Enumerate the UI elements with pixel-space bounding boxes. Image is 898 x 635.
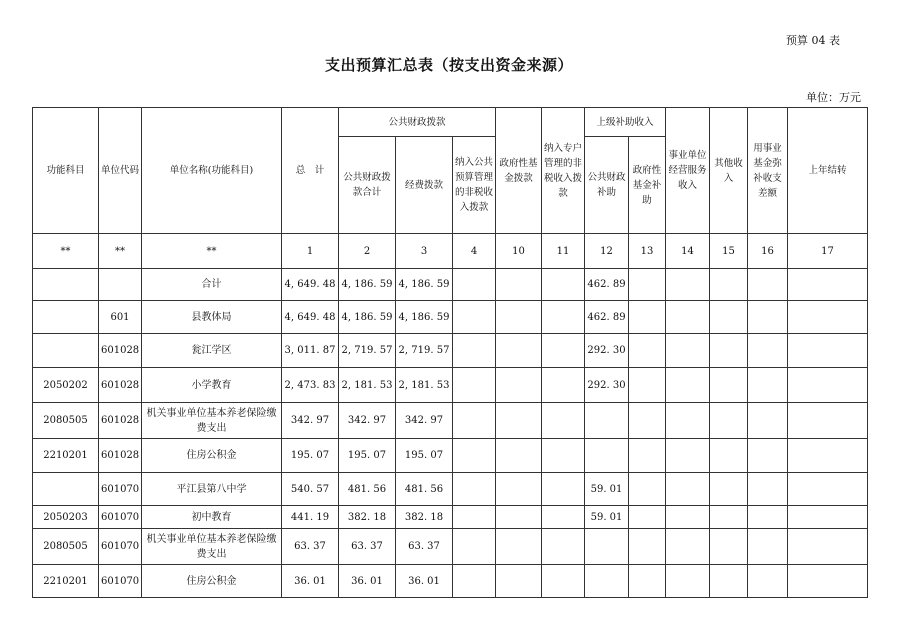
pf-total-cell: 2, 719. 57	[339, 334, 396, 368]
table-row	[33, 565, 868, 598]
page-title: 支出预算汇总表（按支出资金来源）	[324, 56, 573, 74]
table-row	[33, 403, 868, 439]
header-carryover: 上年结转	[788, 108, 868, 234]
index-cell: 16	[748, 234, 788, 269]
total-cell: 63. 37	[282, 529, 339, 565]
total-cell: 2, 473. 83	[282, 368, 339, 403]
header-nontax-budget: 纳入公共预算管理的非税收入拨款	[453, 137, 496, 234]
name-cell: 住房公积金	[142, 439, 282, 473]
total-cell: 441. 19	[282, 506, 339, 529]
code-cell: 601028	[99, 334, 142, 368]
pf-total-cell: 382. 18	[339, 506, 396, 529]
header-unit-code: 单位代码	[99, 108, 142, 234]
code-cell: 601070	[99, 473, 142, 506]
header-reserve-fund: 用事业基金弥补收支差额	[748, 108, 788, 234]
index-cell: 12	[585, 234, 629, 269]
code-cell: 601070	[99, 565, 142, 598]
func-cell: 2080505	[33, 403, 99, 439]
funds-cell: 2, 181. 53	[396, 368, 453, 403]
sup-public-cell: 292. 30	[585, 368, 629, 403]
code-cell: 601028	[99, 368, 142, 403]
func-cell: 2210201	[33, 565, 99, 598]
index-cell: 4	[453, 234, 496, 269]
index-row	[33, 234, 868, 269]
sup-public-cell: 59. 01	[585, 473, 629, 506]
pf-total-cell: 481. 56	[339, 473, 396, 506]
index-cell: 13	[629, 234, 666, 269]
sup-public-cell	[585, 403, 629, 439]
func-cell	[33, 301, 99, 334]
func-cell	[33, 334, 99, 368]
header-row-1	[33, 108, 868, 137]
total-cell: 195. 07	[282, 439, 339, 473]
total-cell: 4, 649. 48	[282, 269, 339, 301]
funds-cell: 4, 186. 59	[396, 269, 453, 301]
header-gov-fund: 政府性基金拨款	[496, 108, 542, 234]
total-cell: 3, 011. 87	[282, 334, 339, 368]
index-cell: **	[33, 234, 99, 269]
funds-cell: 63. 37	[396, 529, 453, 565]
name-cell: 瓮江学区	[142, 334, 282, 368]
table-row	[33, 368, 868, 403]
func-cell	[33, 269, 99, 301]
table-row	[33, 473, 868, 506]
index-cell: **	[99, 234, 142, 269]
sup-public-cell: 462. 89	[585, 269, 629, 301]
name-cell: 机关事业单位基本养老保险缴费支出	[142, 529, 282, 565]
sup-public-cell	[585, 529, 629, 565]
pf-total-cell: 63. 37	[339, 529, 396, 565]
total-cell: 540. 57	[282, 473, 339, 506]
sup-public-cell	[585, 565, 629, 598]
func-cell: 2050203	[33, 506, 99, 529]
name-cell: 住房公积金	[142, 565, 282, 598]
header-func-subject: 功能科目	[33, 108, 99, 234]
name-cell: 机关事业单位基本养老保险缴费支出	[142, 403, 282, 439]
table-row	[33, 269, 868, 301]
funds-cell: 382. 18	[396, 506, 453, 529]
func-cell	[33, 473, 99, 506]
code-cell: 601	[99, 301, 142, 334]
header-total: 总 计	[282, 108, 339, 234]
sup-public-cell: 462. 89	[585, 301, 629, 334]
index-cell: **	[142, 234, 282, 269]
index-cell: 3	[396, 234, 453, 269]
name-cell: 合计	[142, 269, 282, 301]
funds-cell: 2, 719. 57	[396, 334, 453, 368]
code-cell: 601070	[99, 506, 142, 529]
funds-cell: 342. 97	[396, 403, 453, 439]
pf-total-cell: 4, 186. 59	[339, 301, 396, 334]
pf-total-cell: 2, 181. 53	[339, 368, 396, 403]
funds-cell: 195. 07	[396, 439, 453, 473]
budget-table	[32, 107, 868, 598]
table-code: 预算 04 表	[786, 34, 840, 47]
total-cell: 4, 649. 48	[282, 301, 339, 334]
header-public-finance-total: 公共财政拨款合计	[339, 137, 396, 234]
sup-public-cell: 292. 30	[585, 334, 629, 368]
index-cell: 1	[282, 234, 339, 269]
code-cell: 601028	[99, 403, 142, 439]
func-cell: 2080505	[33, 529, 99, 565]
header-special-nontax: 纳入专户管理的非税收入拨款	[542, 108, 585, 234]
pf-total-cell: 36. 01	[339, 565, 396, 598]
index-cell: 2	[339, 234, 396, 269]
header-superior-public: 公共财政补助	[585, 137, 629, 234]
table-row	[33, 506, 868, 529]
table-row	[33, 439, 868, 473]
pf-total-cell: 4, 186. 59	[339, 269, 396, 301]
code-cell	[99, 269, 142, 301]
code-cell: 601028	[99, 439, 142, 473]
unit-label: 单位：万元	[806, 91, 861, 104]
table-row	[33, 334, 868, 368]
funds-cell: 36. 01	[396, 565, 453, 598]
sup-public-cell: 59. 01	[585, 506, 629, 529]
pf-total-cell: 195. 07	[339, 439, 396, 473]
name-cell: 县教体局	[142, 301, 282, 334]
table-row	[33, 301, 868, 334]
header-superior-gov-fund: 政府性基金补助	[629, 137, 666, 234]
header-unit-name: 单位名称(功能科目)	[142, 108, 282, 234]
sup-public-cell	[585, 439, 629, 473]
funds-cell: 4, 186. 59	[396, 301, 453, 334]
pf-total-cell: 342. 97	[339, 403, 396, 439]
code-cell: 601070	[99, 529, 142, 565]
header-other-income: 其他收入	[710, 108, 748, 234]
header-business-income: 事业单位经营服务收入	[666, 108, 710, 234]
func-cell: 2050202	[33, 368, 99, 403]
index-cell: 17	[788, 234, 868, 269]
total-cell: 342. 97	[282, 403, 339, 439]
total-cell: 36. 01	[282, 565, 339, 598]
name-cell: 初中教育	[142, 506, 282, 529]
func-cell: 2210201	[33, 439, 99, 473]
header-public-finance: 公共财政拨款	[339, 108, 496, 137]
table-row	[33, 529, 868, 565]
index-cell: 11	[542, 234, 585, 269]
name-cell: 小学教育	[142, 368, 282, 403]
index-cell: 15	[710, 234, 748, 269]
index-cell: 14	[666, 234, 710, 269]
index-cell: 10	[496, 234, 542, 269]
funds-cell: 481. 56	[396, 473, 453, 506]
header-superior-subsidy: 上级补助收入	[585, 108, 666, 137]
header-funds-allocated: 经费拨款	[396, 137, 453, 234]
name-cell: 平江县第八中学	[142, 473, 282, 506]
